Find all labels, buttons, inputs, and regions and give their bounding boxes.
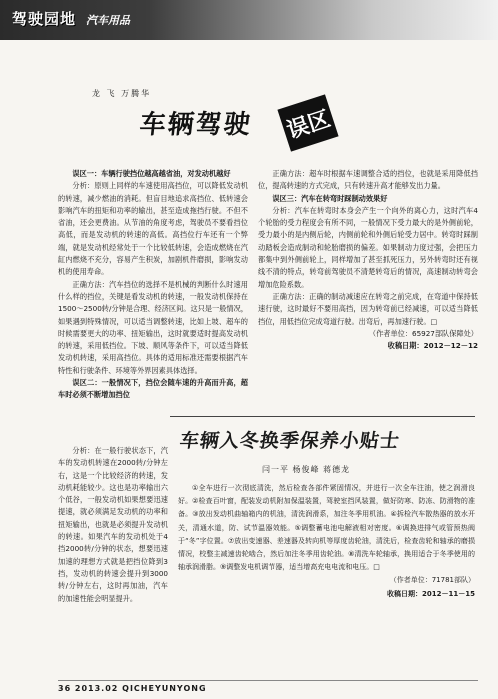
right-column [258, 168, 478, 352]
left_col-heading-3: 误区二：一般情况下，挡位会随车速的升高而升高，超车时必须不断增加挡位 [58, 378, 248, 400]
page-footer: 36 2013.02 QICHEYUNYONG [58, 684, 207, 693]
right_col-sig-4: （作者单位：65927部队保障处） [368, 328, 478, 338]
left_col-heading-0: 误区一：车辆行驶挡位越高越省油，对发动机越好 [72, 169, 231, 178]
article2-top-rule [170, 416, 475, 417]
left_col2-para-0: 分析：在一般行驶状态下，汽车的发动机转速在2000转/分钟左右，这是一个比较经济的转速，发动机耗能较少。这也是功率输出六个低谷，一般发动机如果想要迅速提速，就必须满足发动机的功率和扭矩输出，也就是必须提升发动机的转速。如果汽车的发动机处于4挡2000转/分钟的状态，想要迅速加速的理想方式就是把挡位降到3挡，发动机的转速会提升到3000转/分钟左右，这时再加油，汽车的加速性能会明显提升。 [58, 446, 168, 603]
article2-text: ①全车进行一次彻底清洗，然后检查各部件紧固情况，并进行一次全车注油，使之润滑良好。②检查百叶窗，配装发动机附加保温装置，驾驶室挡风装置，做好防寒、防冻、防滑物的准备。③放出发动机曲轴箱内的机油，清洗润滑系，加注冬季用机油。④拆检汽车散热器的放水开关，清通水道，防、试节温器效能。⑤调整蓄电池电解液相对密度。⑥调换进排气或管预热阀于“冬”字位置。⑦放出变速器、差速器及转向机等厚度齿轮油，清洗后，检查齿轮和轴承的磨损情况，校整主减速齿轮啮合，然后加注冬季用齿轮油。⑧清洗车轮轴承，换用适合于冬季使用的轴承润滑脂。⑨调整发电机调节器，适当增高充电电流和电压。□ [178, 484, 475, 572]
article2-authors: 闫一平 杨俊峰 蒋德龙 [262, 465, 351, 474]
right_col-para-2: 分析：汽车在转弯时本身会产生一个向外的离心力，这时汽车4个轮胎的受力程度会有所不同，一般情况下受力最大的是外侧前轮，受力最小的是内侧后轮，内侧前轮和外侧后轮受力居中。转弯时踩制动踏板会造成制动和轮胎磨损的偏差。如果制动力度过强，会把压力都集中到外侧前轮上，同样增加了甚至抓死压力，另外转弯时还有视线不清的特点，转弯前驾驶员不清楚转弯后的情况，高速制动转弯会增加危险系数。 [258, 205, 478, 289]
footer-rule [58, 680, 478, 681]
right_col-date-5: 收稿日期：2012－12－12 [387, 341, 478, 351]
left_col-para-1: 分析：原则上同样的车速使用高挡位，可以降低发动机的转速，减少燃油的消耗。但盲目地追求高挡位、低转速会影响汽车的扭矩和功率的输出，甚至造成拖挡行驶。不但不省油，还会更费油。从节油的角度考虑，驾驶员不要看挡位高低，而是发动机的转速的高低。高挡位行车还有一个弊端，就是发动机经常处于一个比较低转速，会造成燃烧在汽缸内燃烧不充分，容易产生积炭，加剧机件磨损，影响发动机的使用寿命。 [58, 181, 248, 277]
article2-signature: （作者单位：71781部队） [389, 576, 475, 585]
left-column-lower [58, 445, 168, 605]
section-subtitle: 汽车用品 [86, 14, 130, 27]
article-title: 车辆驾驶 [138, 110, 254, 140]
right_col-para-0: 正确方法：超车时根据车速调整合适的挡位，也就是采用降低挡位，提高转速的方式完成，只有转速升高才能够发出力量。 [258, 169, 478, 191]
article-authors: 龙 飞 万腾华 [92, 89, 152, 98]
article2-date: 收稿日期：2012－11－15 [387, 589, 475, 598]
article-title-badge: 误区 [277, 94, 338, 151]
article2-body [178, 482, 475, 601]
article2-title: 车辆入冬换季保养小贴士 [178, 430, 402, 452]
section-title: 驾驶园地 [12, 10, 77, 28]
right_col-heading-1: 误区三：汽车在转弯时踩制动效果好 [272, 193, 388, 203]
left_col-para-2: 正确方法：汽车挡位的选择不是机械的判断什么时速用什么样的挡位，关键是看发动机的转速，一般发动机保持在1500～2500转/分钟是合理、经济区间。这只是一般情况，如果遇到特殊情况，可以适当调整转速，比如上坡、超车的时候需要更大的功率、扭矩输出，这时就要适时提高发动机的转速，采用低挡位。下坡、顺风等条件下，可以适当降低发动机转速，采用高挡位。具体的适用标准还需要根据汽车特性和行驶条件、环境等外界因素具体选择。 [58, 279, 248, 375]
right_col-para-3: 正确方法：正确的制动减速应在转弯之前完成，在弯道中保持低速行驶，这时最好不要用高挡，因为转弯前已经减速，可以适当降低挡位，用低挡位完成弯道行驶。出弯后，再加速行驶。□ [258, 291, 478, 326]
left-column [58, 168, 248, 402]
